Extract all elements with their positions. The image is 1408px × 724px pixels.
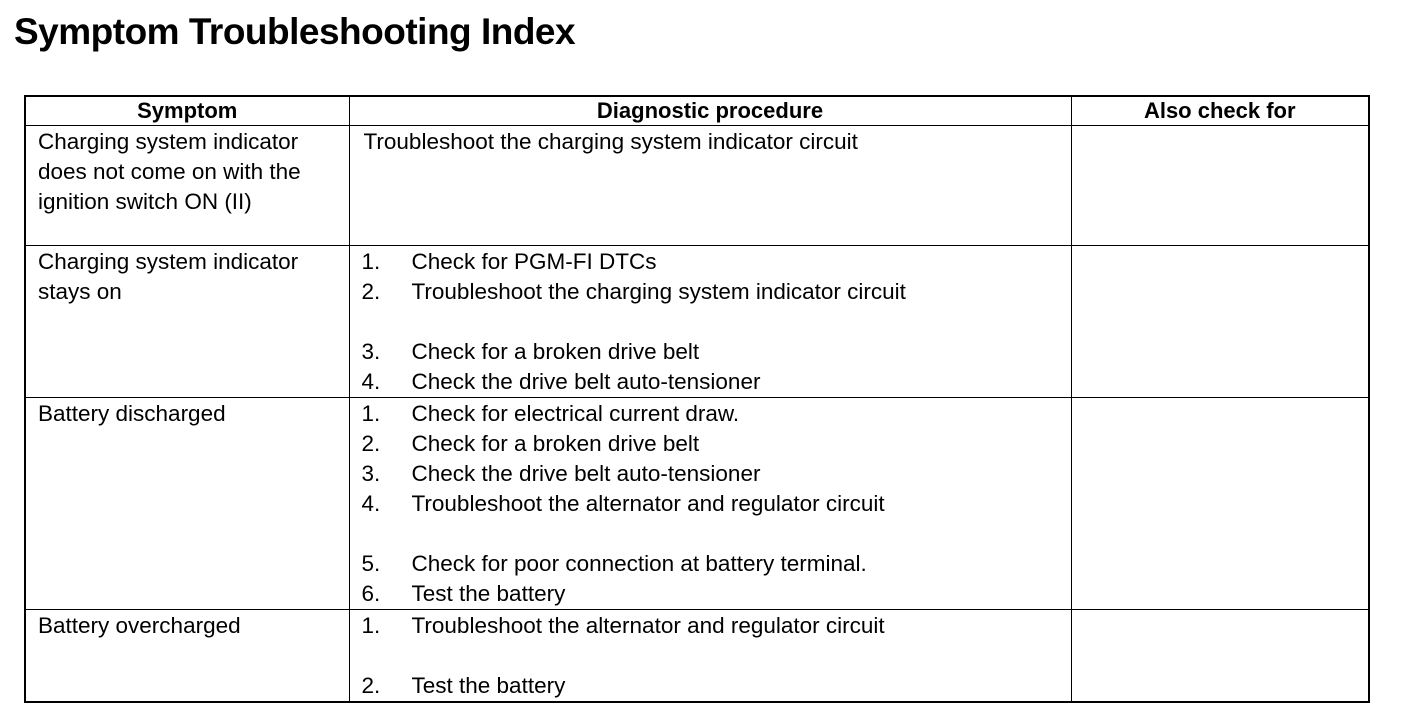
procedure-cell bbox=[349, 610, 1071, 703]
procedure-steps bbox=[350, 246, 1071, 397]
step-number: 1. bbox=[361, 613, 381, 638]
also-check-cell bbox=[1071, 126, 1369, 246]
also-check-cell bbox=[1071, 246, 1369, 398]
step-text: Check for poor connection at battery terminal. bbox=[411, 551, 867, 576]
symptom-index-table bbox=[24, 95, 1370, 703]
page-title: Symptom Troubleshooting Index bbox=[14, 11, 576, 52]
step-text: Troubleshoot the charging system indicator circuit bbox=[411, 279, 906, 304]
step-number: 6. bbox=[361, 581, 381, 606]
step-number: 1. bbox=[361, 249, 381, 274]
procedure-step bbox=[362, 429, 1071, 459]
step-text: Troubleshoot the alternator and regulator circuit bbox=[411, 491, 885, 516]
procedure-step bbox=[362, 489, 1071, 519]
table-row bbox=[25, 126, 1369, 246]
step-text: Check for a broken drive belt bbox=[411, 339, 700, 364]
step-number: 2. bbox=[361, 279, 381, 304]
procedure-step bbox=[362, 367, 1071, 397]
step-text: Check for PGM-FI DTCs bbox=[411, 249, 657, 274]
step-text: Troubleshoot the alternator and regulator circuit bbox=[411, 613, 885, 638]
step-text: Test the battery bbox=[411, 581, 566, 606]
step-text: Check for a broken drive belt bbox=[411, 431, 700, 456]
table-row bbox=[25, 246, 1369, 398]
procedure-step bbox=[362, 337, 1071, 367]
step-number: 4. bbox=[361, 369, 381, 394]
step-number: 2. bbox=[361, 673, 381, 698]
procedure-steps bbox=[350, 610, 1071, 701]
symptom-cell: Charging system indicator stays on bbox=[25, 246, 349, 398]
step-number: 3. bbox=[361, 461, 381, 486]
step-number: 4. bbox=[361, 491, 381, 516]
procedure-cell bbox=[349, 398, 1071, 610]
symptom-cell: Battery discharged bbox=[25, 398, 349, 610]
step-number: 2. bbox=[361, 431, 381, 456]
header-also-check-for: Also check for bbox=[1071, 96, 1369, 126]
symptom-cell: Battery overcharged bbox=[25, 610, 349, 703]
table-row bbox=[25, 398, 1369, 610]
procedure-step bbox=[362, 247, 1071, 277]
procedure-step bbox=[362, 549, 1071, 579]
step-text: Test the battery bbox=[411, 673, 566, 698]
procedure-step bbox=[362, 277, 1071, 307]
procedure-cell: Troubleshoot the charging system indicator circuit bbox=[349, 126, 1071, 246]
procedure-step bbox=[362, 611, 1071, 641]
procedure-step bbox=[362, 579, 1071, 609]
procedure-step bbox=[362, 399, 1071, 429]
symptom-cell: Charging system indicator does not come on with the ignition switch ON (II) bbox=[25, 126, 349, 246]
also-check-cell bbox=[1071, 398, 1369, 610]
also-check-cell bbox=[1071, 610, 1369, 703]
step-number: 5. bbox=[361, 551, 381, 576]
procedure-steps bbox=[350, 398, 1071, 609]
header-diagnostic-procedure: Diagnostic procedure bbox=[349, 96, 1071, 126]
procedure-step bbox=[362, 671, 1071, 701]
table-header-row bbox=[25, 96, 1369, 126]
step-text: Check for electrical current draw. bbox=[411, 401, 740, 426]
procedure-step bbox=[362, 459, 1071, 489]
header-symptom: Symptom bbox=[25, 96, 349, 126]
step-number: 1. bbox=[361, 401, 381, 426]
step-text: Check the drive belt auto-tensioner bbox=[411, 369, 761, 394]
procedure-cell bbox=[349, 246, 1071, 398]
step-text: Check the drive belt auto-tensioner bbox=[411, 461, 761, 486]
table-row bbox=[25, 610, 1369, 703]
step-number: 3. bbox=[361, 339, 381, 364]
